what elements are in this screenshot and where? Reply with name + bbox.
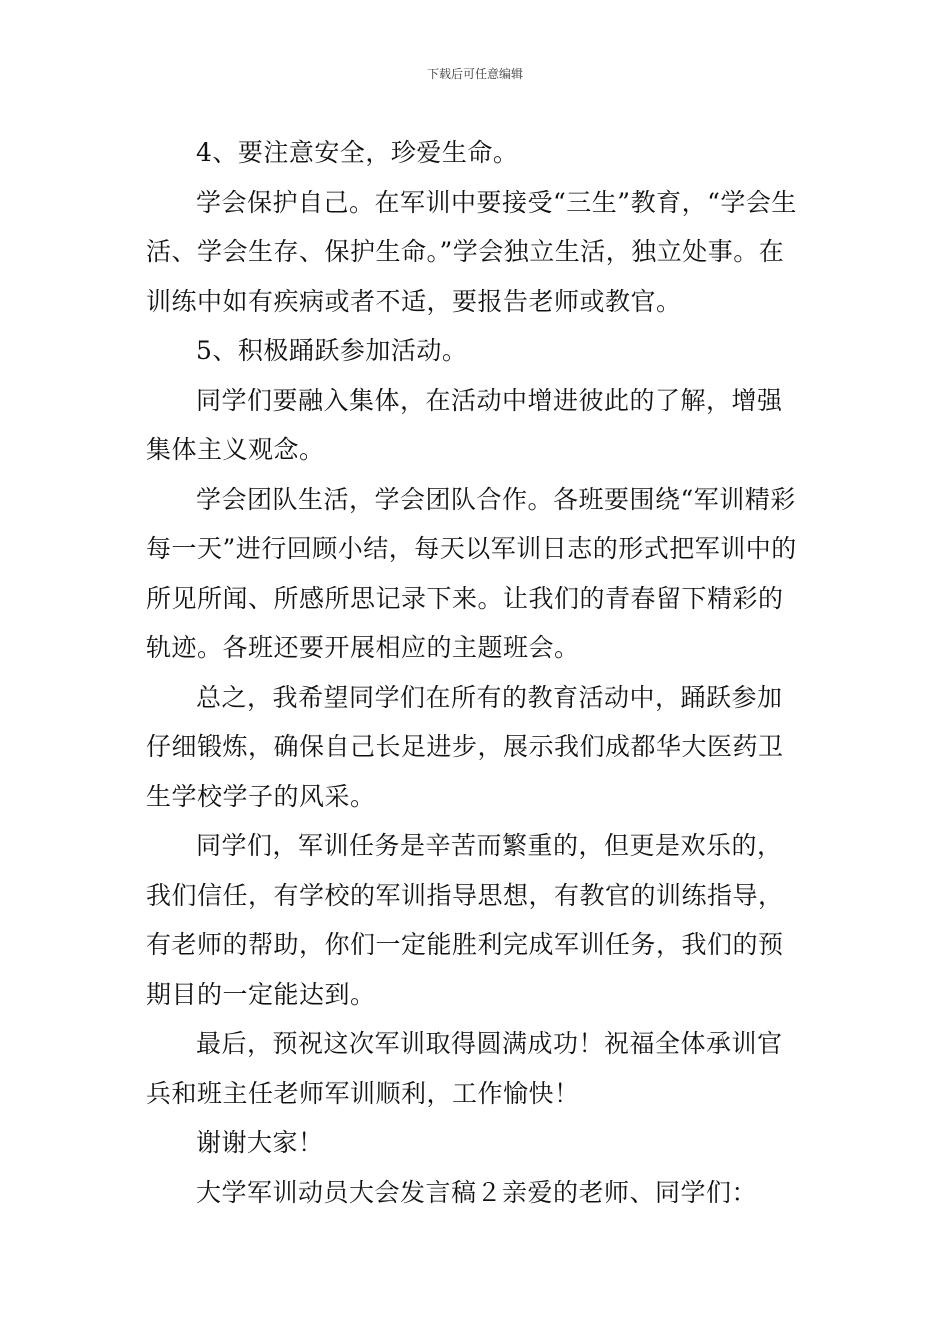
paragraph-self-protection: 学会保护自己。在军训中要接受“三生”教育，“学会生活、学会生存、保护生命。”学会独立生活，独立处事。在训练中如有疾病或者不适，要报告老师或教官。 (146, 187, 797, 316)
paragraph-next-speech-title: 大学军训动员大会发言稿２亲爱的老师、同学们： (196, 1177, 758, 1207)
paragraph-activities-heading: 5、积极踊跃参加活动。 (196, 336, 468, 365)
paragraph-thanks: 谢谢大家！ (196, 1128, 324, 1157)
paragraph-encouragement: 同学们，军训任务是辛苦而繁重的，但更是欢乐的，我们信任，有学校的军训指导思想，有教官的训练指导，有老师的帮助，你们一定能胜利完成军训任务，我们的预期目的一定能达到。 (146, 831, 784, 1009)
document-body (146, 128, 806, 1217)
paragraph-teamwork: 学会团队生活，学会团队合作。各班要围绕“军训精彩每一天”进行回顾小结，每天以军训日志的形式把军训中的所见所闻、所感所思记录下来。让我们的青春留下精彩的轨迹。各班还要开展相应的主题班会。 (146, 484, 797, 662)
page-header: 下载后可任意编辑 (426, 67, 523, 81)
paragraph-collective: 同学们要融入集体，在活动中增进彼此的了解，增强集体主义观念。 (146, 385, 783, 464)
paragraph-summary: 总之，我希望同学们在所有的教育活动中，踊跃参加仔细锻炼，确保自己长足进步，展示我们成都华大医药卫生学校学子的风采。 (146, 682, 784, 811)
paragraph-wishes: 最后，预祝这次军训取得圆满成功！祝福全体承训官兵和班主任老师军训顺利，工作愉快！ (146, 1029, 783, 1108)
paragraph-safety-heading: 4、要注意安全，珍爱生命。 (196, 138, 519, 167)
